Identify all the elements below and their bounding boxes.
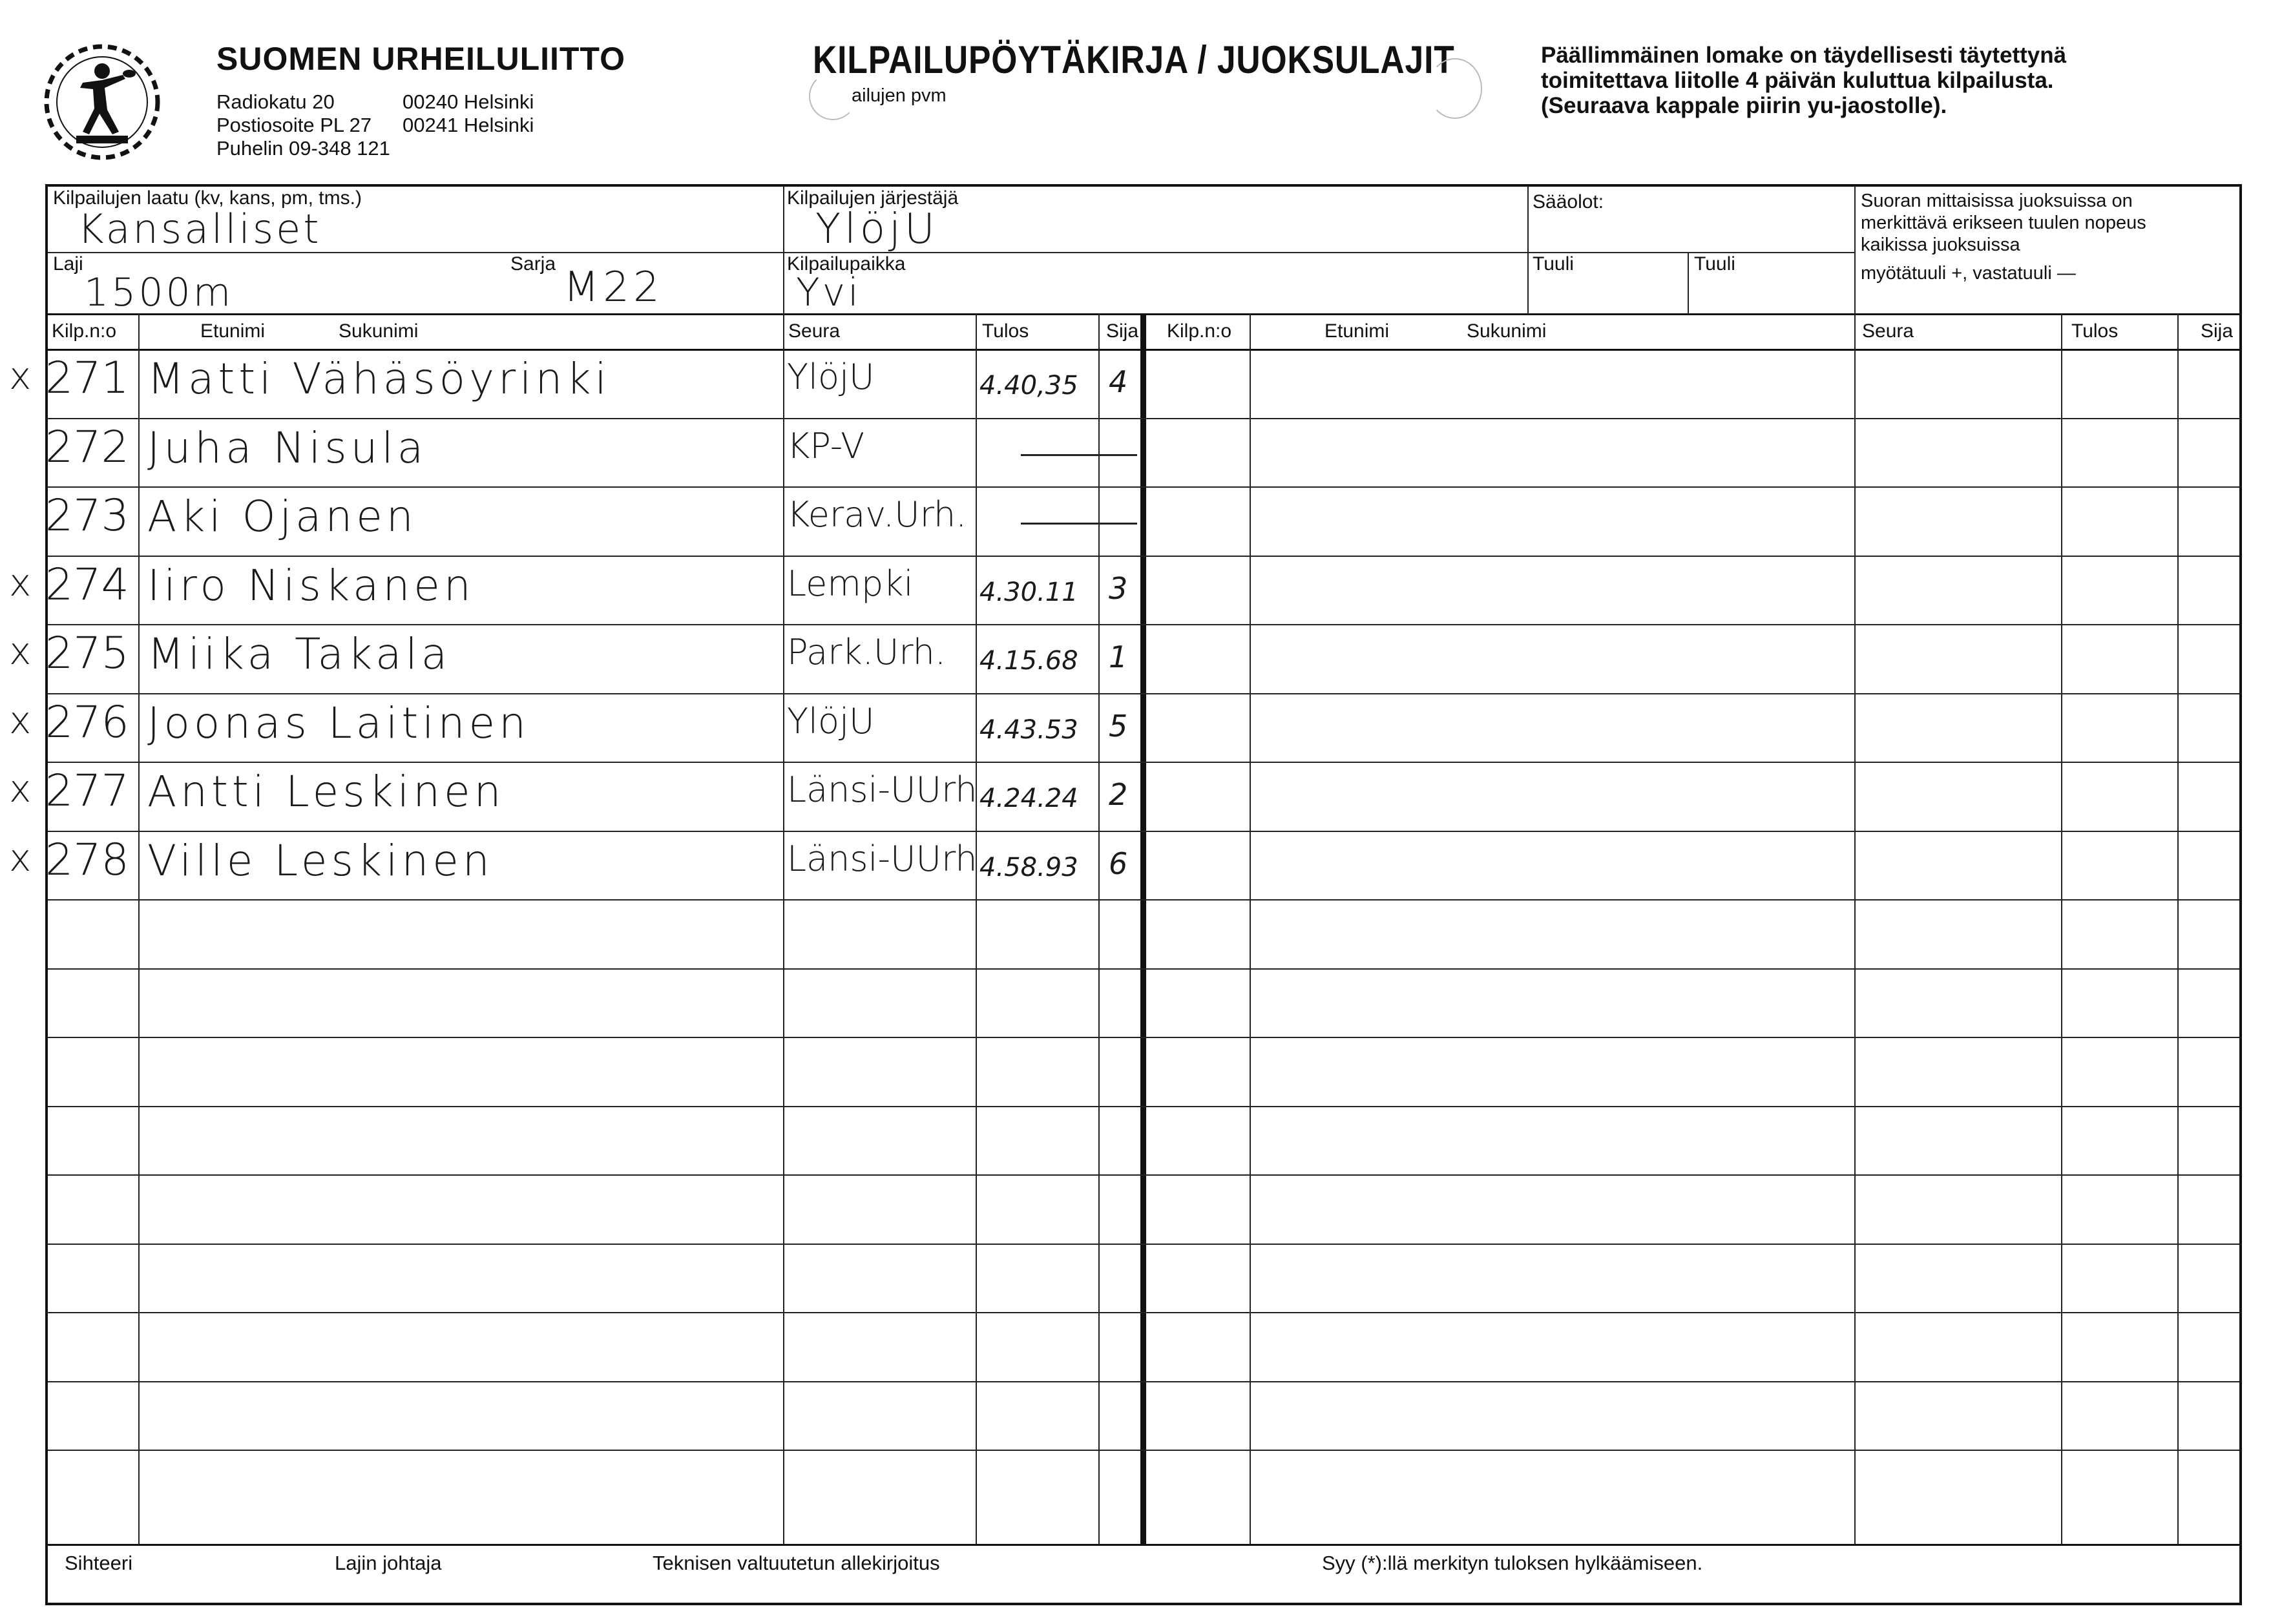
row-rank: 3 (1109, 571, 1128, 606)
col-line-club-left (783, 313, 784, 1544)
col-result-right: Tulos (2071, 320, 2119, 342)
col-line-result-left (976, 313, 977, 1544)
venue-value: Yvi (796, 270, 861, 315)
row-mark: x (9, 836, 32, 880)
secretary-label: Sihteeri (65, 1552, 133, 1574)
no-result-dash (1021, 523, 1137, 525)
col-club-right: Seura (1862, 320, 1914, 342)
row-line (48, 1381, 2239, 1382)
row-line (48, 1312, 2239, 1313)
col-line-club-right (1854, 313, 1856, 1544)
row-club: Kerav.Urh. (787, 494, 967, 535)
wind-note-line1: Suoran mittaisissa juoksuissa on (1861, 191, 2133, 211)
competition-type-value: Kansalliset (78, 205, 322, 253)
address-line2: Postiosoite PL 27 (216, 114, 372, 136)
col-line-rank-right (2177, 313, 2179, 1544)
divider-info-3 (1854, 187, 1856, 313)
row-line (48, 1174, 2239, 1176)
wind-label-2: Tuuli (1694, 253, 1735, 275)
row-line (48, 762, 2239, 763)
notice-line3: (Seuraava kappale piirin yu-jaostolle). (1541, 93, 1947, 118)
row-club: Park.Urh. (787, 632, 947, 672)
row-club: KP-V (787, 426, 865, 466)
postal-line1: 00240 Helsinki (403, 90, 534, 113)
row-line (48, 486, 2239, 488)
row-rank: 4 (1109, 364, 1128, 399)
row-rank: 1 (1109, 640, 1128, 674)
row-name: Juha Nisula (147, 423, 428, 473)
row-rank: 2 (1109, 777, 1128, 812)
venue-label: Kilpailupaikka (787, 253, 906, 275)
row-number: 274 (45, 559, 129, 610)
organizer-label: Kilpailujen järjestäjä (787, 187, 959, 209)
weather-label: Sääolot: (1533, 191, 1604, 213)
wind-note (1861, 190, 2146, 284)
row-name: Iiro Niskanen (147, 561, 475, 610)
row-line (48, 1244, 2239, 1245)
col-rank-left: Sija (1106, 320, 1139, 342)
col-first-name-left: Etunimi (200, 320, 266, 342)
technical-signature-label: Teknisen valtuutetun allekirjoitus (653, 1552, 940, 1574)
center-divider (1140, 313, 1146, 1544)
row-mark: x (9, 767, 32, 811)
col-club-left: Seura (788, 320, 841, 342)
wind-note-line3: kaikissa juoksuissa (1861, 234, 2020, 255)
row-number: 275 (45, 628, 129, 679)
row-name: Ville Leskinen (147, 836, 494, 886)
row-club: YlöjU (787, 701, 875, 742)
row-name: Aki Ojanen (147, 492, 417, 541)
col-number-left: Kilp.n:o (52, 320, 117, 342)
row-mark: x (9, 629, 32, 673)
row-mark: x (9, 698, 32, 742)
organizer-value: YlöjU (815, 205, 939, 253)
row-club: Länsi-UUrh (787, 838, 978, 879)
no-result-dash (1021, 454, 1137, 456)
row-line (48, 831, 2239, 832)
row-name: Matti Vähäsöyrinki (147, 354, 611, 404)
divider-info-1 (783, 187, 784, 313)
series-value: M22 (563, 264, 664, 311)
row-number: 276 (45, 697, 129, 748)
series-label: Sarja (510, 253, 556, 275)
row-result: 4.30.11 (979, 578, 1078, 607)
divider-info-2 (1527, 187, 1529, 313)
row-number: 273 (45, 490, 129, 541)
punch-hole-right (1428, 58, 1482, 119)
row-line (48, 624, 2239, 625)
row-rank: 5 (1109, 709, 1128, 744)
org-name: SUOMEN URHEILULIITTO (216, 41, 625, 77)
row-number: 278 (45, 835, 129, 886)
address-line1: Radiokatu 20 (216, 90, 335, 113)
wind-label-1: Tuuli (1533, 253, 1574, 275)
row-club: YlöjU (787, 357, 875, 397)
date-label: ailujen pvm (852, 85, 947, 106)
rejection-reason-label: Syy (*):llä merkityn tuloksen hylkäämiseen. (1322, 1552, 1703, 1574)
divider-wind (1688, 252, 1689, 313)
row-name: Antti Leskinen (147, 767, 505, 817)
discus-thrower-logo (37, 37, 167, 167)
row-rank: 6 (1109, 846, 1128, 881)
col-last-name-left: Sukunimi (339, 320, 419, 342)
event-label: Laji (53, 253, 83, 275)
row-number: 272 (45, 422, 129, 473)
row-line (48, 556, 2239, 557)
row-result: 4.58.93 (979, 853, 1078, 882)
row-name: Miika Takala (147, 629, 452, 679)
event-value: 1500m (84, 270, 234, 315)
col-line-number-right (1250, 313, 1251, 1544)
notice (1541, 43, 2066, 118)
row-line (48, 899, 2239, 900)
competition-type-label: Kilpailujen laatu (kv, kans, pm, tms.) (53, 187, 362, 209)
row-mark: x (9, 354, 32, 398)
row-number: 271 (45, 353, 129, 404)
row-club: Lempki (787, 563, 914, 604)
col-line-number-left (138, 313, 140, 1544)
col-line-rank-left (1098, 313, 1100, 1544)
col-last-name-right: Sukunimi (1467, 320, 1547, 342)
row-line (48, 1037, 2239, 1038)
row-mark: x (9, 561, 32, 605)
col-number-right: Kilp.n:o (1167, 320, 1232, 342)
row-line (48, 968, 2239, 970)
row-club: Länsi-UUrh (787, 769, 978, 810)
row-result: 4.24.24 (979, 784, 1078, 813)
punch-hole-left (809, 72, 857, 120)
row-line (48, 693, 2239, 694)
row-result: 4.40,35 (979, 371, 1078, 401)
wind-note-line2: merkittävä erikseen tuulen nopeus (1861, 213, 2146, 233)
row-result: 4.43.53 (979, 715, 1078, 745)
phone: Puhelin 09-348 121 (216, 137, 390, 160)
event-leader-label: Lajin johtaja (335, 1552, 442, 1574)
form-title: KILPAILUPÖYTÄKIRJA / JUOKSULAJIT (813, 38, 1455, 81)
notice-line1: Päällimmäinen lomake on täydellisesti täytettynä (1541, 43, 2067, 68)
row-line (48, 1106, 2239, 1107)
col-line-result-right (2061, 313, 2062, 1544)
wind-note-line4: myötätuuli +, vastatuuli — (1861, 263, 2076, 284)
row-name: Joonas Laitinen (147, 698, 530, 748)
col-first-name-right: Etunimi (1324, 320, 1390, 342)
row-line (48, 1450, 2239, 1451)
row-line (48, 418, 2239, 419)
col-rank-right: Sija (2201, 320, 2234, 342)
footer-divider (48, 1544, 2239, 1546)
col-result-left: Tulos (982, 320, 1029, 342)
postal-line2: 00241 Helsinki (403, 114, 534, 136)
row-number: 277 (45, 765, 129, 817)
row-result: 4.15.68 (979, 646, 1078, 676)
notice-line2: toimitettava liitolle 4 päivän kuluttua kilpailusta. (1541, 68, 2054, 93)
